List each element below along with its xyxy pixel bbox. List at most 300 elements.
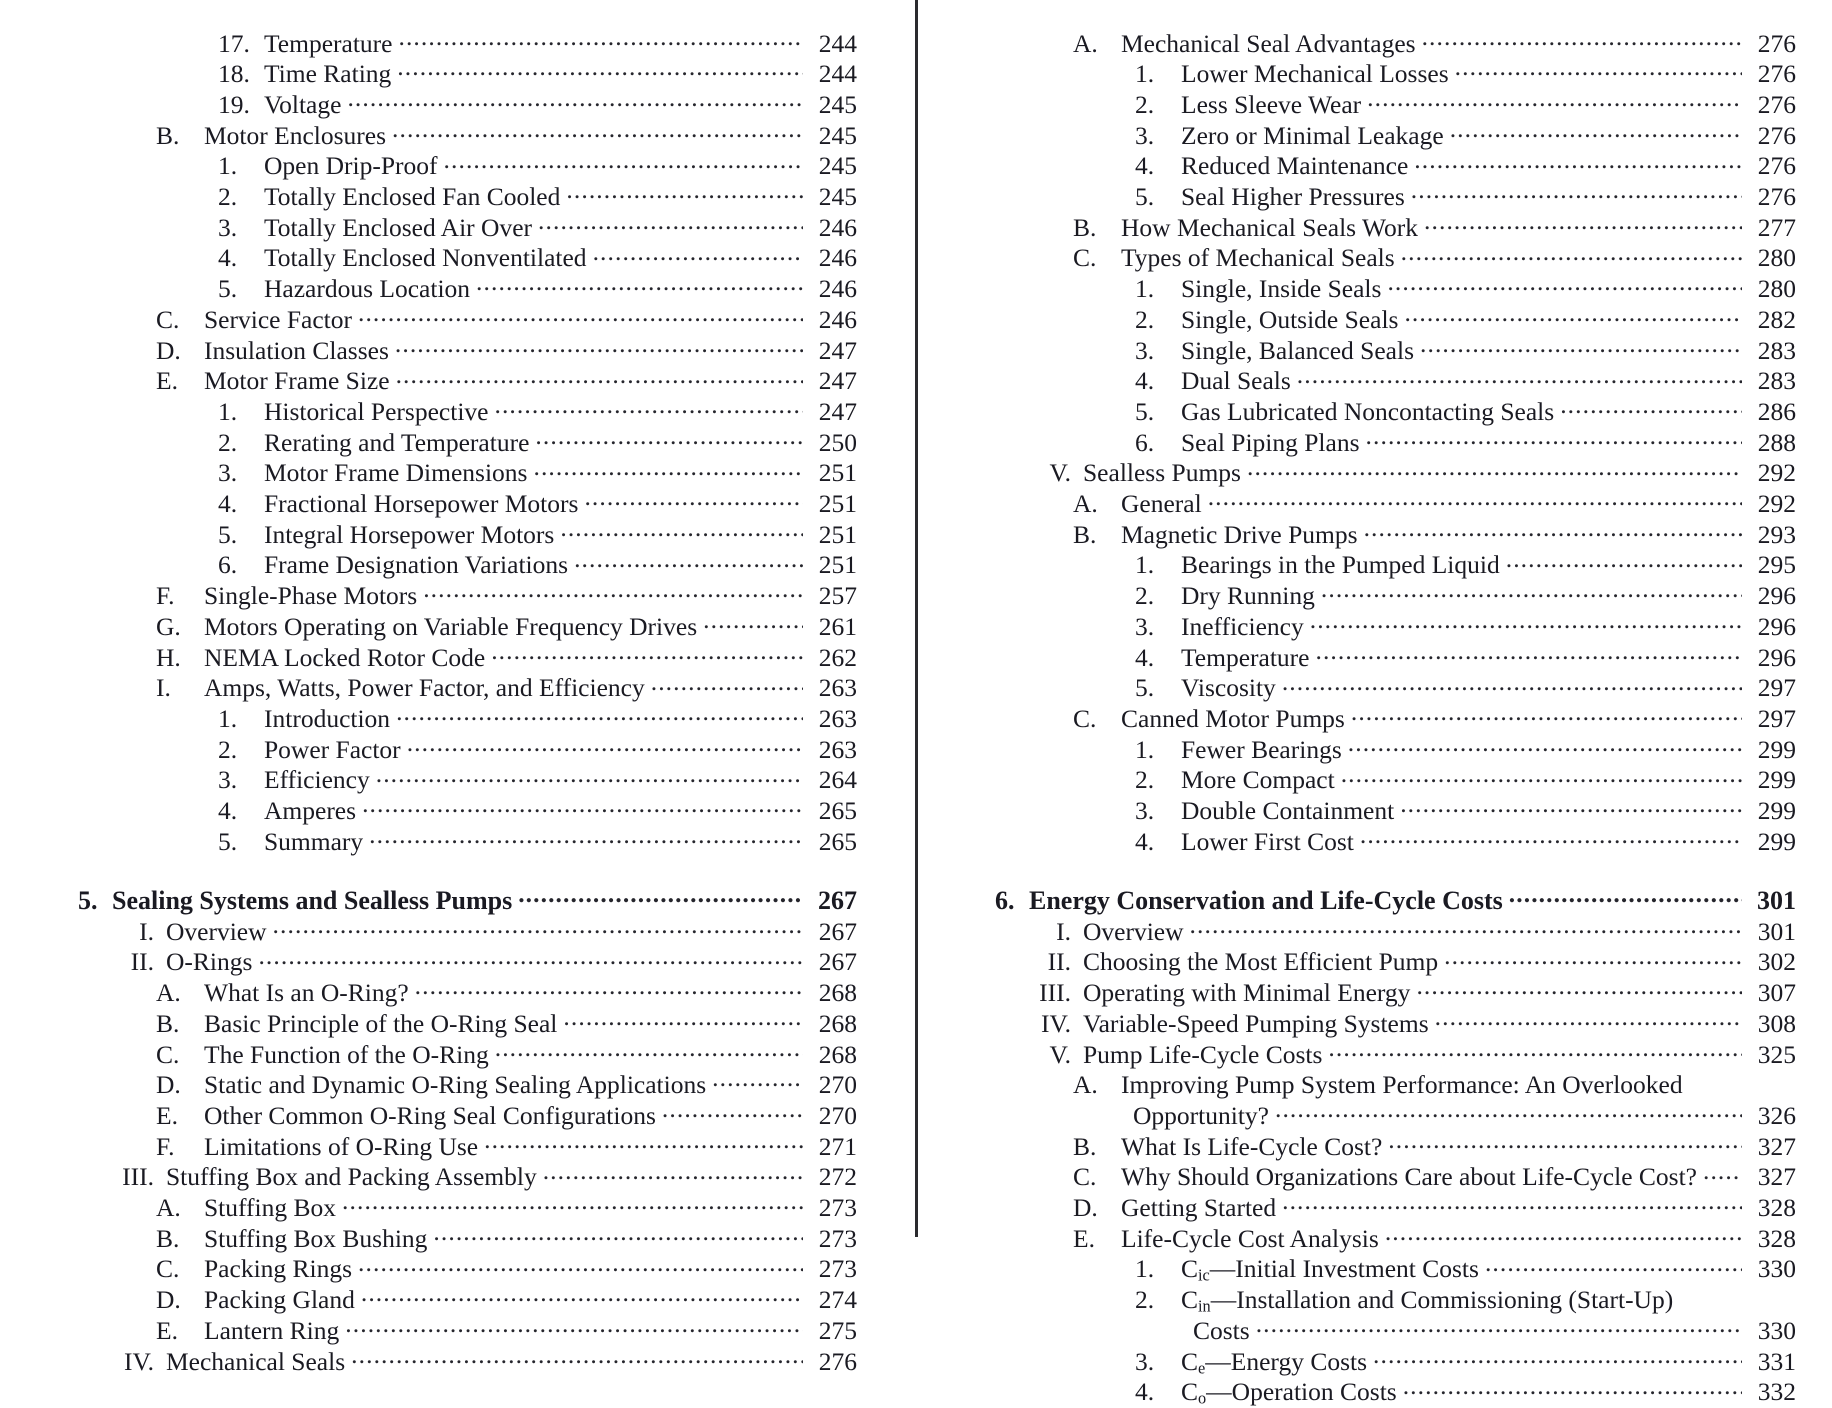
toc-entry[interactable]	[995, 180, 1796, 211]
toc-entry-label: 5.	[218, 274, 238, 304]
toc-leader-dots	[1679, 1283, 1742, 1309]
toc-leader-dots	[1435, 1006, 1742, 1032]
toc-leader-dots	[342, 1191, 803, 1217]
toc-leader-dots	[1416, 976, 1742, 1002]
toc-leader-dots	[1297, 364, 1742, 390]
toc-entry-title: Reduced Maintenance	[1181, 151, 1409, 181]
toc-page-number: 307	[1757, 978, 1796, 1008]
toc-entry[interactable]	[78, 364, 857, 395]
toc-leader-dots	[543, 1160, 803, 1186]
toc-entry[interactable]	[78, 701, 857, 732]
toc-entry[interactable]	[78, 1344, 857, 1375]
toc-entry[interactable]	[995, 87, 1796, 118]
toc-leader-dots	[358, 1252, 803, 1278]
toc-entry-label: 4.	[218, 243, 238, 273]
toc-leader-dots	[1444, 945, 1742, 971]
toc-entry[interactable]	[995, 425, 1796, 456]
toc-entry-label: II.	[1047, 947, 1071, 977]
toc-entry[interactable]	[995, 149, 1796, 180]
toc-entry-label: D.	[156, 1285, 181, 1315]
toc-leader-dots	[1404, 302, 1742, 328]
toc-entry-title: Insulation Classes	[204, 335, 389, 365]
toc-entry-label: 4.	[1135, 151, 1155, 181]
toc-entry-label: 1.	[1135, 59, 1155, 89]
toc-entry[interactable]	[995, 548, 1796, 579]
toc-entry[interactable]	[995, 394, 1796, 425]
toc-entry-title: Lantern Ring	[204, 1315, 340, 1345]
toc-page-number: 245	[818, 151, 857, 181]
toc-entry[interactable]	[995, 1129, 1796, 1160]
toc-entry-label: 4.	[1135, 826, 1155, 856]
toc-entry[interactable]	[78, 26, 857, 57]
toc-page-number: 293	[1757, 519, 1796, 549]
toc-entry[interactable]	[995, 1252, 1796, 1283]
toc-entry-title: Motors Operating on Variable Frequency Drives	[204, 611, 698, 641]
toc-page-number: 245	[818, 120, 857, 150]
toc-entry-label: 5.	[218, 519, 238, 549]
toc-entry[interactable]	[78, 1006, 857, 1037]
toc-entry[interactable]	[995, 26, 1796, 57]
toc-leader-dots	[1560, 394, 1742, 420]
toc-entry[interactable]	[995, 210, 1796, 241]
toc-entry[interactable]	[995, 1191, 1796, 1222]
toc-entry-title: Time Rating	[264, 59, 392, 89]
toc-leader-dots	[395, 333, 803, 359]
toc-entry[interactable]	[78, 945, 857, 976]
toc-leader-dots	[1420, 333, 1742, 359]
toc-page-number: 301	[1757, 885, 1796, 915]
toc-page-number: 265	[818, 796, 857, 826]
toc-page-number: 267	[818, 916, 857, 946]
toc-entry[interactable]	[995, 487, 1796, 518]
toc-leader-dots	[495, 1037, 803, 1063]
toc-entry[interactable]	[995, 1160, 1796, 1191]
toc-page-number: 299	[1757, 734, 1796, 764]
toc-page-number: 246	[818, 243, 857, 273]
toc-entry[interactable]	[78, 272, 857, 303]
toc-entry[interactable]	[995, 333, 1796, 364]
toc-leader-dots	[1190, 914, 1742, 940]
toc-entry[interactable]	[995, 609, 1796, 640]
toc-page-number: 296	[1757, 581, 1796, 611]
toc-entry-label: 1.	[218, 703, 238, 733]
toc-leader-dots	[1282, 671, 1742, 697]
toc-entry[interactable]	[78, 1283, 857, 1314]
toc-entry[interactable]	[995, 1313, 1796, 1344]
toc-entry[interactable]	[78, 118, 857, 149]
toc-entry[interactable]	[78, 1129, 857, 1160]
toc-entry-label: 4.	[218, 796, 238, 826]
toc-page-number: 250	[818, 427, 857, 457]
toc-entry-label: E.	[156, 366, 178, 396]
toc-leader-dots	[1310, 609, 1742, 635]
toc-entry-label: B.	[156, 1008, 180, 1038]
toc-entry-title: Costs	[1193, 1315, 1250, 1345]
toc-entry-title: Why Should Organizations Care about Life-Cycle Cost?	[1121, 1162, 1697, 1192]
toc-page-number: 267	[818, 885, 857, 915]
toc-page-number: 263	[818, 703, 857, 733]
toc-entry[interactable]	[78, 609, 857, 640]
toc-entry[interactable]	[78, 1191, 857, 1222]
toc-entry-label: 1.	[1135, 1254, 1155, 1284]
toc-entry[interactable]	[995, 640, 1796, 671]
toc-leader-dots	[369, 824, 803, 850]
toc-page-number: 299	[1757, 796, 1796, 826]
toc-chapter-entry[interactable]	[78, 883, 857, 914]
toc-entry-title: More Compact	[1181, 765, 1335, 795]
toc-entry-title: Types of Mechanical Seals	[1121, 243, 1395, 273]
toc-entry-title: $C_{ic}—Initial$ Investment Costs	[1181, 1254, 1479, 1285]
toc-page-number: 276	[1757, 59, 1796, 89]
toc-entry-label: C.	[1073, 1162, 1097, 1192]
toc-entry-label: G.	[156, 611, 181, 641]
toc-entry[interactable]	[78, 1068, 857, 1099]
toc-leader-dots	[1414, 149, 1742, 175]
toc-page-number: 296	[1757, 642, 1796, 672]
toc-entry-title: Choosing the Most Efficient Pump	[1083, 947, 1439, 977]
toc-entry[interactable]	[78, 976, 857, 1007]
toc-entry[interactable]	[78, 732, 857, 763]
toc-entry-label: B.	[1073, 519, 1097, 549]
toc-entry[interactable]	[995, 763, 1796, 794]
toc-entry[interactable]	[995, 272, 1796, 303]
toc-entry-label: 3.	[218, 458, 238, 488]
toc-page-number: 276	[818, 1346, 857, 1376]
toc-entry-label: C.	[156, 304, 180, 334]
toc-entry-title: Gas Lubricated Noncontacting Seals	[1181, 396, 1555, 426]
toc-entry-label: C.	[156, 1039, 180, 1069]
toc-entry-title: Fractional Horsepower Motors	[264, 489, 579, 519]
toc-leader-dots	[415, 976, 803, 1002]
toc-leader-dots	[1411, 180, 1742, 206]
toc-entry-label: 1.	[1135, 550, 1155, 580]
toc-page-number: 273	[818, 1193, 857, 1223]
toc-entry[interactable]	[995, 945, 1796, 976]
toc-entry[interactable]	[78, 456, 857, 487]
toc-entry[interactable]	[78, 794, 857, 825]
toc-leader-dots	[491, 640, 803, 666]
toc-entry-label: 3.	[1135, 611, 1155, 641]
toc-entry-label: 5.	[78, 885, 98, 915]
toc-entry-title: Pump Life-Cycle Costs	[1083, 1039, 1323, 1069]
toc-leader-dots	[396, 364, 803, 390]
toc-entry[interactable]	[78, 914, 857, 945]
toc-entry-label: A.	[156, 1193, 181, 1223]
toc-leader-dots	[1360, 824, 1742, 850]
toc-entry[interactable]	[995, 701, 1796, 732]
toc-entry[interactable]	[995, 1283, 1796, 1314]
toc-leader-dots	[1385, 1221, 1742, 1247]
toc-entry-label: C.	[156, 1254, 180, 1284]
left-toc-list	[78, 26, 857, 1375]
toc-page-number: 267	[818, 947, 857, 977]
toc-entry[interactable]	[995, 517, 1796, 548]
toc-entry[interactable]	[995, 824, 1796, 855]
toc-leader-dots	[1256, 1313, 1742, 1339]
toc-page-number: 271	[818, 1131, 857, 1161]
toc-leader-dots	[563, 1006, 803, 1032]
toc-leader-dots	[396, 701, 803, 727]
toc-page-number: 326	[1757, 1100, 1796, 1130]
toc-page-number: 292	[1757, 458, 1796, 488]
toc-entry-title: Static and Dynamic O-Ring Sealing Applications	[204, 1070, 707, 1100]
toc-leader-dots	[362, 794, 803, 820]
toc-entry[interactable]	[995, 1375, 1796, 1406]
toc-entry-title: What Is an O-Ring?	[204, 978, 409, 1008]
toc-leader-dots	[1348, 732, 1742, 758]
toc-entry[interactable]	[78, 210, 857, 241]
toc-entry-title: Improving Pump System Performance: An Overlooked	[1121, 1070, 1683, 1100]
toc-entry-title: Amps, Watts, Power Factor, and Efficiency	[204, 673, 645, 703]
toc-entry[interactable]	[78, 180, 857, 211]
toc-entry-label: 2.	[218, 427, 238, 457]
toc-leader-dots	[398, 26, 803, 52]
toc-entry[interactable]	[78, 149, 857, 180]
toc-entry-label: A.	[1073, 1070, 1098, 1100]
toc-leader-dots	[1321, 579, 1742, 605]
toc-entry[interactable]	[78, 517, 857, 548]
toc-entry-title: Life-Cycle Cost Analysis	[1121, 1223, 1379, 1253]
toc-entry-label: V.	[1049, 1039, 1071, 1069]
toc-chapter-entry[interactable]	[995, 883, 1796, 914]
toc-leader-dots	[1450, 118, 1742, 144]
toc-page-number: 276	[1757, 120, 1796, 150]
toc-entry[interactable]	[78, 487, 857, 518]
toc-page-number: 297	[1757, 703, 1796, 733]
toc-entry-title: Single, Inside Seals	[1181, 274, 1382, 304]
toc-entry-title: Summary	[264, 826, 364, 856]
toc-page-number: 251	[818, 458, 857, 488]
toc-leader-dots	[1422, 26, 1742, 52]
toc-entry-label: C.	[1073, 243, 1097, 273]
toc-entry-label: D.	[156, 1070, 181, 1100]
toc-entry-label: 5.	[1135, 396, 1155, 426]
toc-entry-label: III.	[122, 1162, 154, 1192]
toc-entry[interactable]	[78, 241, 857, 272]
toc-leader-dots	[538, 210, 803, 236]
toc-page-number: 246	[818, 274, 857, 304]
toc-page-number: 283	[1757, 366, 1796, 396]
toc-entry[interactable]	[78, 1037, 857, 1068]
toc-entry[interactable]	[995, 1006, 1796, 1037]
toc-entry[interactable]	[995, 579, 1796, 610]
toc-entry-label: 18.	[218, 59, 250, 89]
toc-entry[interactable]	[995, 118, 1796, 149]
toc-entry-title: $C_{in}—Installation$ and Commissioning (Start-Up)	[1181, 1285, 1674, 1316]
toc-page-number: 328	[1757, 1193, 1796, 1223]
section-spacer	[78, 855, 857, 881]
toc-entry-title: Basic Principle of the O-Ring Seal	[204, 1008, 558, 1038]
toc-entry-label: 2.	[1135, 765, 1155, 795]
toc-entry-title: Less Sleeve Wear	[1181, 89, 1362, 119]
toc-entry-label: 6.	[995, 885, 1015, 915]
toc-entry-title: Mechanical Seal Advantages	[1121, 28, 1416, 58]
toc-leader-dots	[574, 548, 803, 574]
toc-entry-title: Sealing Systems and Sealless Pumps	[112, 885, 513, 915]
toc-page-number: 272	[818, 1162, 857, 1192]
toc-page-number: 265	[818, 826, 857, 856]
toc-entry-label: B.	[156, 1223, 180, 1253]
toc-entry[interactable]	[995, 364, 1796, 395]
toc-entry[interactable]	[78, 763, 857, 794]
toc-entry-title: Energy Conservation and Life-Cycle Costs	[1029, 885, 1503, 915]
toc-entry[interactable]	[78, 1252, 857, 1283]
toc-entry-label: 6.	[218, 550, 238, 580]
toc-entry[interactable]	[78, 548, 857, 579]
toc-page-number: 263	[818, 673, 857, 703]
toc-page-number: 261	[818, 611, 857, 641]
toc-entry[interactable]	[78, 425, 857, 456]
toc-entry-label: A.	[1073, 489, 1098, 519]
toc-entry-label: 1.	[218, 396, 238, 426]
toc-page-number: 273	[818, 1223, 857, 1253]
toc-entry[interactable]	[995, 671, 1796, 702]
toc-entry-title: Open Drip-Proof	[264, 151, 438, 181]
toc-entry[interactable]	[995, 976, 1796, 1007]
toc-leader-dots	[584, 487, 803, 513]
toc-entry-label: III.	[1039, 978, 1071, 1008]
toc-entry-title: Motor Frame Dimensions	[264, 458, 528, 488]
toc-entry-title: Stuffing Box and Packing Assembly	[166, 1162, 537, 1192]
toc-page-number: 276	[1757, 89, 1796, 119]
toc-page-number: 251	[818, 550, 857, 580]
toc-page-number: 268	[818, 1008, 857, 1038]
toc-leader-dots	[433, 1221, 803, 1247]
toc-entry-label: E.	[1073, 1223, 1095, 1253]
toc-leader-dots	[423, 579, 803, 605]
toc-entry-label: 1.	[1135, 734, 1155, 764]
toc-leader-dots	[476, 272, 803, 298]
toc-entry-title: Amperes	[264, 796, 357, 826]
toc-leader-dots	[712, 1068, 803, 1094]
toc-entry-title: How Mechanical Seals Work	[1121, 212, 1419, 242]
toc-entry-label: 1.	[218, 151, 238, 181]
toc-entry[interactable]	[995, 1068, 1796, 1099]
toc-entry-title: Single, Balanced Seals	[1181, 335, 1414, 365]
toc-entry[interactable]	[78, 824, 857, 855]
toc-page-number: 295	[1757, 550, 1796, 580]
toc-entry-title: Overview	[166, 916, 267, 946]
toc-entry[interactable]	[78, 1160, 857, 1191]
toc-entry-label: 2.	[218, 734, 238, 764]
toc-entry-label: E.	[156, 1100, 178, 1130]
toc-entry[interactable]	[995, 302, 1796, 333]
toc-entry-label: 3.	[1135, 1346, 1155, 1376]
toc-leader-dots	[358, 302, 803, 328]
toc-entry[interactable]	[78, 640, 857, 671]
section-spacer	[995, 855, 1796, 881]
toc-page-number: 302	[1757, 947, 1796, 977]
toc-page-number: 308	[1757, 1008, 1796, 1038]
toc-page-number: 332	[1757, 1377, 1796, 1407]
toc-entry-label: 4.	[1135, 366, 1155, 396]
toc-entry-title: Dual Seals	[1181, 366, 1291, 396]
toc-leader-dots	[1208, 487, 1742, 513]
toc-entry[interactable]	[78, 333, 857, 364]
toc-leader-dots	[1364, 517, 1742, 543]
toc-entry[interactable]	[995, 1037, 1796, 1068]
toc-entry-title: Magnetic Drive Pumps	[1121, 519, 1358, 549]
toc-entry-title: Power Factor	[264, 734, 401, 764]
toc-page-number: 270	[818, 1070, 857, 1100]
toc-entry[interactable]	[78, 394, 857, 425]
toc-entry-title: Totally Enclosed Nonventilated	[264, 243, 587, 273]
toc-entry[interactable]	[995, 241, 1796, 272]
toc-entry-title: Limitations of O-Ring Use	[204, 1131, 479, 1161]
toc-entry[interactable]	[995, 732, 1796, 763]
toc-entry-label: D.	[1073, 1193, 1098, 1223]
toc-entry[interactable]	[995, 794, 1796, 825]
toc-entry[interactable]	[78, 1098, 857, 1129]
toc-page-number: 292	[1757, 489, 1796, 519]
toc-page-number: 251	[818, 519, 857, 549]
toc-entry[interactable]	[995, 57, 1796, 88]
toc-leader-dots	[1366, 425, 1742, 451]
toc-page-number: 297	[1757, 673, 1796, 703]
toc-leader-dots	[273, 914, 803, 940]
toc-entry[interactable]	[995, 456, 1796, 487]
toc-entry[interactable]	[78, 671, 857, 702]
toc-entry[interactable]	[995, 1344, 1796, 1378]
toc-entry-title: Stuffing Box Bushing	[204, 1223, 428, 1253]
toc-entry-title: Bearings in the Pumped Liquid	[1181, 550, 1500, 580]
right-page	[915, 0, 1832, 1408]
toc-leader-dots	[494, 394, 803, 420]
toc-entry-label: I.	[1056, 916, 1071, 946]
toc-entry-label: IV.	[124, 1346, 154, 1376]
toc-entry[interactable]	[78, 579, 857, 610]
toc-entry-label: 3.	[218, 765, 238, 795]
toc-entry-title: What Is Life-Cycle Cost?	[1121, 1131, 1383, 1161]
toc-entry-title: Lower Mechanical Losses	[1181, 59, 1449, 89]
toc-entry-title: O-Rings	[166, 947, 253, 977]
toc-leader-dots	[662, 1098, 803, 1124]
toc-entry-title: Motor Enclosures	[204, 120, 387, 150]
toc-entry[interactable]	[78, 87, 857, 118]
toc-entry-title: Totally Enclosed Air Over	[264, 212, 533, 242]
toc-entry[interactable]	[78, 1313, 857, 1344]
toc-entry-label: IV.	[1041, 1008, 1071, 1038]
toc-leader-dots	[1275, 1098, 1742, 1124]
toc-leader-dots	[484, 1129, 803, 1155]
toc-entry-label: II.	[130, 947, 154, 977]
toc-entry[interactable]	[995, 914, 1796, 945]
toc-entry-label: 2.	[218, 182, 238, 212]
toc-leader-dots	[535, 425, 803, 451]
toc-entry-title: NEMA Locked Rotor Code	[204, 642, 486, 672]
toc-entry-title: Packing Rings	[204, 1254, 353, 1284]
toc-entry-title: Single-Phase Motors	[204, 581, 418, 611]
toc-entry-label: 19.	[218, 89, 250, 119]
toc-page-number: 296	[1757, 611, 1796, 641]
toc-entry-title: $C_o—Operation$ Costs	[1181, 1377, 1397, 1408]
toc-leader-dots	[1387, 272, 1742, 298]
toc-page-number: 246	[818, 304, 857, 334]
toc-entry-title: Historical Perspective	[264, 396, 489, 426]
toc-page-number: 330	[1757, 1315, 1796, 1345]
toc-entry[interactable]	[78, 302, 857, 333]
toc-page-number: 274	[818, 1285, 857, 1315]
toc-page-number: 327	[1757, 1162, 1796, 1192]
toc-leader-dots	[1506, 548, 1742, 574]
toc-entry[interactable]	[78, 57, 857, 88]
toc-entry-title: Operating with Minimal Energy	[1083, 978, 1411, 1008]
toc-page-number: 273	[818, 1254, 857, 1284]
toc-entry-label: 5.	[1135, 673, 1155, 703]
toc-entry-label: I.	[156, 673, 171, 703]
toc-entry[interactable]	[995, 1098, 1796, 1129]
toc-entry-title: The Function of the O-Ring	[204, 1039, 489, 1069]
